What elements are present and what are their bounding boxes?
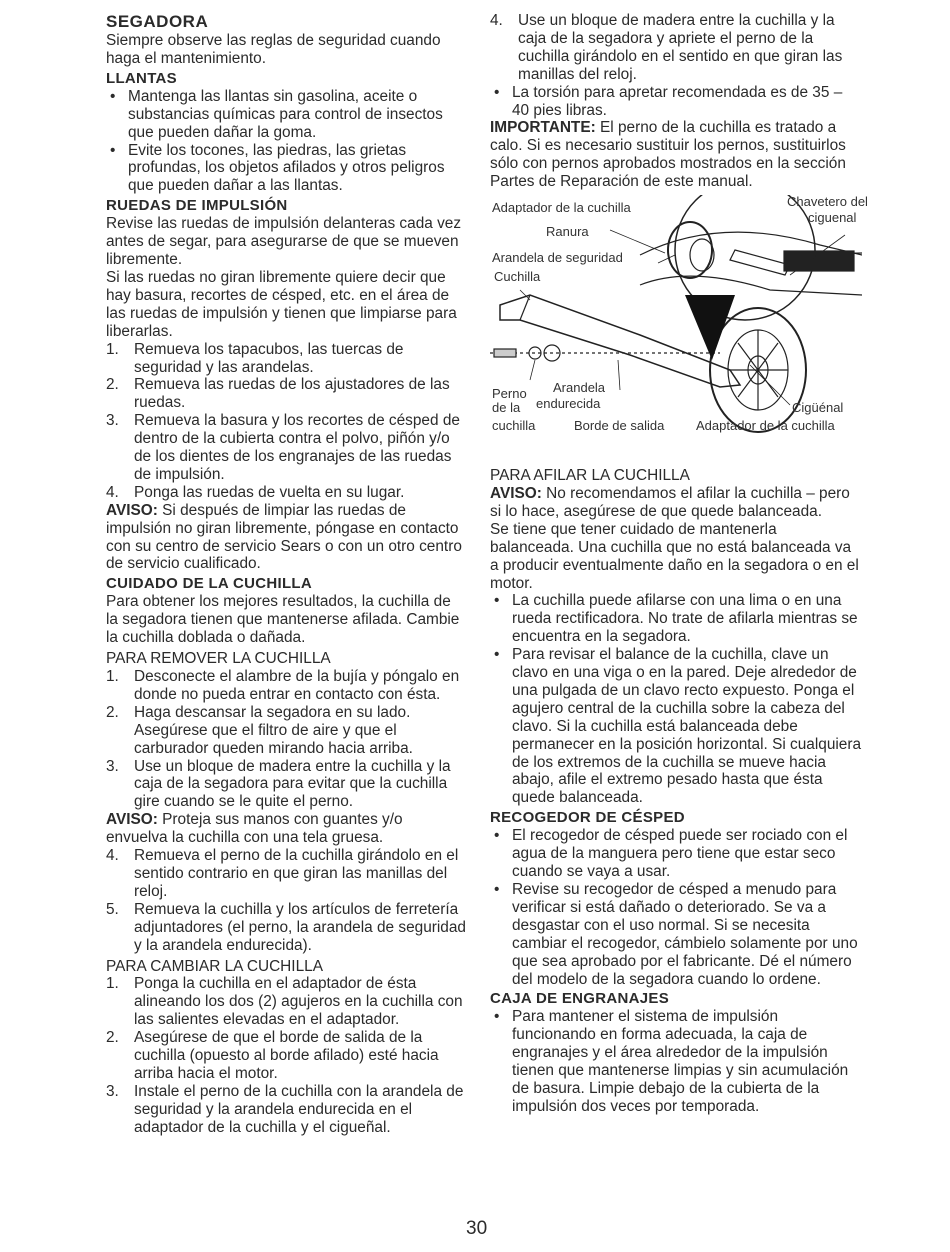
label-ranura: Ranura [546, 224, 589, 240]
label-chavetero: Chavetero del [787, 194, 868, 210]
ruedas-paragraph-1: Revise las ruedas de impulsión delanteras cada vez antes de segar, para asegurarse de que se mueven libremente. [106, 215, 462, 269]
importante-note: IMPORTANTE: El perno de la cuchilla es tratado a calo. Si es necesario sustituir los pernos, sustituirlos sólo con pernos aprobados mostrados en la sección Partes de Reparación de este manual. [490, 119, 846, 191]
cuchilla-paragraph: Para obtener los mejores resultados, la cuchilla de la segadora tienen que mantenerse afilada. Cambie la cuchilla doblada o dañada. [106, 593, 460, 647]
label-perno-3: cuchilla [492, 418, 536, 434]
label-cuchilla: Cuchilla [494, 269, 541, 285]
heading-ruedas: RUEDAS DE IMPULSIÓN [106, 197, 288, 215]
label-perno-2: de la [492, 400, 521, 416]
left-column [106, 12, 466, 1137]
list-item: 1. Desconecte el alambre de la bujía y póngalo en donde no pueda entrar en contacto con ésta. [106, 668, 460, 703]
list-item: 4. Ponga las ruedas de vuelta en su lugar. [106, 483, 405, 501]
list-item: 1. Remueva los tapacubos, las tuercas de seguridad y las arandelas. [106, 340, 404, 376]
heading-caja: CAJA DE ENGRANAJES [490, 990, 670, 1008]
remover-steps-a [106, 668, 466, 811]
label-arandela-seguridad: Arandela de seguridad [492, 250, 623, 266]
list-item: • Mantenga las llantas sin gasolina, aceite o substancias químicas para control de insectos que pueden dañar la goma. [106, 88, 466, 142]
label-adaptador-bottom: Adaptador de la cuchilla [696, 418, 835, 434]
label-borde-salida: Borde de salida [574, 418, 665, 434]
list-item: • Revise su recogedor de césped a menudo para verificar si está dañado o deteriorado. Se va a desgastar con el uso normal. Si se necesita cambiar el recogedor, cámbielo solamente por uno que sea aprobado por el fabricante. Dé el número del modelo de la segadora cuando lo ordene. [490, 881, 862, 988]
list-item: 2. Haga descansar la segadora en su lado. Asegúrese que el filtro de aire y que el carburador queden mirando hacia arriba. [106, 703, 413, 757]
list-item: • Para revisar el balance de la cuchilla, clave un clavo en una viga o en la pared. Deje alrededor de una pulgada de un clavo recto expuesto. Ponga el agujero central de la cuchilla sobre la cabeza del clavo. Si la cuchilla está balanceada debe permanecer en la posición horizontal. Si cualquiera de los extremos de la cuchilla se mueve hacia abajo, afile el extremo pesado hasta que ésta quede balanceada. [490, 646, 862, 807]
ruedas-aviso: AVISO: Si después de limpiar las ruedas de impulsión no giran libremente, póngase en contacto con su centro de servicio Sears o con un otro centro de servicio cualificado. [106, 501, 462, 573]
list-item: • La cuchilla puede afilarse con una lima o en una rueda rectificadora. No trate de afilarla mientras se encuentra en la segadora. [490, 592, 862, 646]
list-item: • La torsión para apretar recomendada es de 35 – 40 pies libras. [490, 84, 862, 120]
page-number: 30 [466, 1218, 488, 1239]
cambiar-steps-continued [490, 12, 862, 84]
list-item: • Evite los tocones, las piedras, las grietas profundas, los objetos afilados y otros peligros que pueden dañar a las llantas. [106, 142, 466, 196]
intro-text: Siempre observe las reglas de seguridad cuando haga el mantenimiento. [106, 32, 441, 67]
list-item: • El recogedor de césped puede ser rociado con el agua de la manguera pero tiene que estar seco cuando se vaya a usar. [490, 827, 862, 881]
remover-steps-b [106, 847, 466, 954]
list-item: 1. Ponga la cuchilla en el adaptador de ésta alineando los dos (2) agujeros en la cuchilla con las salientes elevadas en el adaptador. [106, 975, 463, 1029]
cambiar-steps [106, 975, 466, 1136]
heading-recogedor: RECOGEDOR DE CÉSPED [490, 809, 685, 827]
heading-afilar: PARA AFILAR LA CUCHILLA [490, 467, 690, 485]
list-item: 4. Remueva el perno de la cuchilla girándolo en el sentido contrario en que giran las manillas del reloj. [106, 847, 459, 900]
ruedas-paragraph-2: Si las ruedas no giran libremente quiere decir que hay basura, recortes de césped, etc. en el área de las ruedas de impulsión y tienen que limpiarse para liberarlas. [106, 268, 457, 340]
blade-assembly-diagram [490, 194, 868, 445]
section-title-segadora: SEGADORA [106, 12, 209, 31]
list-item: 3. Remueva la basura y los recortes de césped de dentro de la cubierta contra el polvo, piñón y/o de los dientes de los engranajes de las ruedas de impulsión. [106, 412, 460, 483]
afilar-paragraph: Se tiene que tener cuidado de mantenerla balanceada. Una cuchilla que no está balanceada va a producir eventualmente daño en la segadora o en el motor. [490, 520, 859, 592]
caja-list [490, 1008, 862, 1115]
label-ciguenal-top: ciguenal [808, 210, 857, 226]
cuchilla-aviso: AVISO: Proteja sus manos con guantes y/o envuelva la cuchilla con una tela gruesa. [106, 811, 403, 847]
llantas-list [106, 88, 466, 195]
list-item: 5. Remueva la cuchilla y los artículos de ferretería adjuntadores (el perno, la arandela de seguridad y la arandela endurecida). [106, 900, 466, 954]
afilar-aviso: AVISO: No recomendamos el afilar la cuchilla – pero si lo hace, asegúrese de que quede balanceada. [490, 484, 850, 520]
heading-cambiar: PARA CAMBIAR LA CUCHILLA [106, 957, 323, 975]
list-item: 3. Instale el perno de la cuchilla con la arandela de seguridad y la arandela endurecida en el adaptador de la cuchilla y el cigueñal. [106, 1082, 464, 1136]
label-arandela-end-1: Arandela [553, 380, 606, 396]
recogedor-list [490, 827, 862, 988]
ruedas-steps [106, 341, 466, 502]
afilar-list [490, 592, 862, 807]
torque-list [490, 84, 862, 120]
label-ciguenal: Cigüénal [792, 400, 844, 416]
list-item: 3. Use un bloque de madera entre la cuchilla y la caja de la segadora para evitar que la cuchilla gire cuando se le quite el perno. [106, 757, 451, 811]
label-perno-1: Perno [492, 386, 527, 402]
heading-remover: PARA REMOVER LA CUCHILLA [106, 650, 331, 668]
list-item: 2. Asegúrese de que el borde de salida de la cuchilla (opuesto al borde afilado) esté hacia arriba hacia el motor. [106, 1029, 439, 1082]
heading-llantas: LLANTAS [106, 69, 177, 87]
label-arandela-end-2: endurecida [536, 396, 601, 412]
heading-cuchilla: CUIDADO DE LA CUCHILLA [106, 575, 313, 593]
list-item: • Para mantener el sistema de impulsión funcionando en forma adecuada, la caja de engranajes y el área alrededor de la impulsión tienen que mantenerse limpias y sin acumulación de basura. Limpie debajo de la cubierta de la impulsión dos veces por temporada. [490, 1008, 862, 1115]
label-adaptador-top: Adaptador de la cuchilla [492, 200, 631, 216]
right-column [490, 12, 868, 1116]
list-item: 2. Remueva las ruedas de los ajustadores de las ruedas. [106, 376, 450, 412]
list-item: 4. Use un bloque de madera entre la cuchilla y la caja de la segadora y apriete el perno de la cuchilla girándolo en el sentido en que giran las manillas del reloj. [490, 12, 843, 83]
